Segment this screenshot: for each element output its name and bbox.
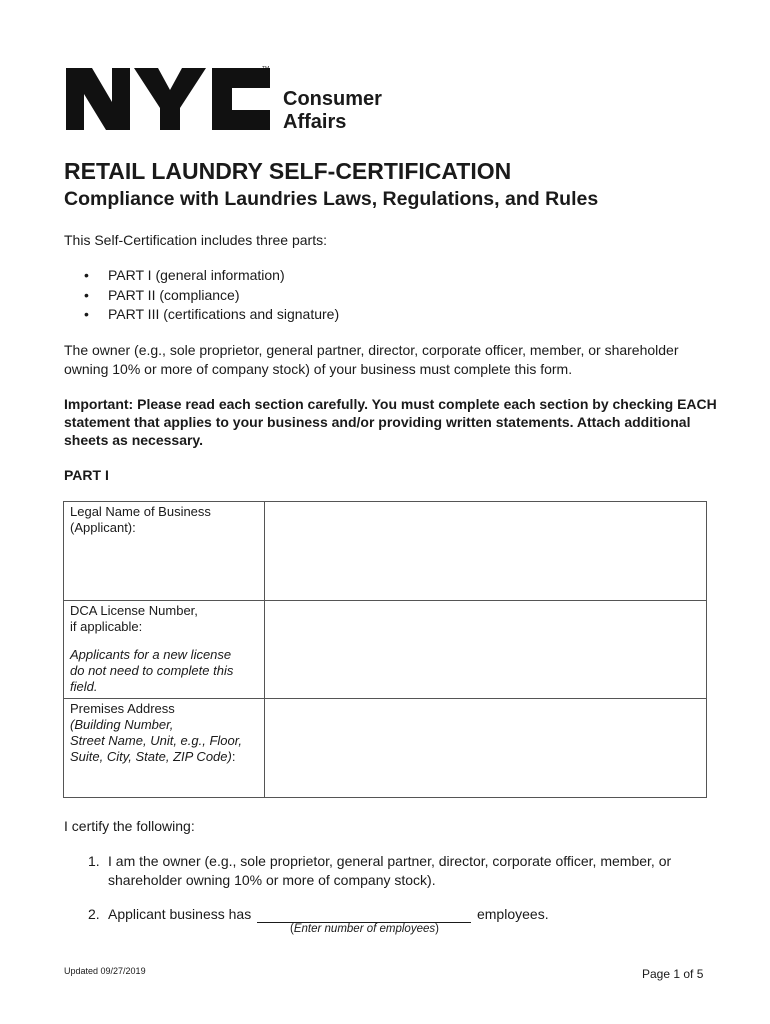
legal-name-input[interactable] [265, 502, 706, 599]
important-notice: Important: Please read each section carefully. You must complete each section by checking EACH statement that applies to your business and/or providing written statements. Attach additional sheets as necessary. [64, 396, 717, 448]
license-number-label [64, 601, 265, 699]
agency-line-2: Affairs [283, 111, 347, 133]
hint-paren: ) [435, 923, 439, 935]
bullet-icon: • [84, 286, 89, 303]
legal-name-cell [265, 502, 707, 601]
premises-address-cell [265, 699, 707, 798]
premises-address-input[interactable] [265, 699, 706, 796]
agency-line-1: Consumer [283, 88, 382, 110]
license-label-line: if applicable: [70, 619, 143, 634]
statement-number: 1. [88, 853, 100, 869]
svg-text:TM: TM [262, 66, 270, 72]
table-row [64, 502, 707, 601]
form-title: RETAIL LAUNDRY SELF-CERTIFICATION [64, 158, 512, 184]
bullet-icon: • [84, 267, 89, 283]
table-row [64, 601, 707, 699]
list-item [84, 266, 339, 286]
license-note-line: field. [70, 679, 98, 694]
employee-count-hint [290, 923, 439, 935]
license-note-line: Applicants for a new license [70, 647, 232, 662]
statement-text [108, 905, 708, 924]
legal-name-label-line: Legal Name of Business [70, 504, 211, 519]
certify-intro: I certify the following: [64, 818, 195, 834]
statement-number: 2. [88, 906, 100, 922]
statement-1 [88, 852, 708, 889]
table-row [64, 699, 707, 798]
list-item [84, 305, 339, 325]
intro-text: This Self-Certification includes three parts: [64, 232, 327, 248]
statement-text-after: employees. [476, 906, 549, 922]
part-heading: PART I [64, 467, 109, 483]
list-item-label: PART I (general information) [108, 267, 285, 283]
address-label-line: (Building Number, [70, 717, 174, 732]
owner-instructions: The owner (e.g., sole proprietor, general partner, director, corporate officer, member, or shareholder owning 10% or more of company stock) of your business must complete this form. [64, 342, 679, 377]
hint-text: Enter number of employees [293, 923, 436, 935]
license-note-line: do not need to complete this [70, 663, 234, 678]
agency-name [283, 88, 382, 134]
form-subtitle: Compliance with Laundries Laws, Regulations, and Rules [64, 188, 599, 210]
address-label-line: Suite, City, State, ZIP Code) [70, 749, 232, 764]
legal-name-label-line: (Applicant): [70, 520, 136, 535]
list-item-label: PART II (compliance) [108, 286, 240, 303]
parts-list [84, 266, 339, 325]
part-one-table [63, 501, 707, 798]
license-label-line: DCA License Number, [70, 603, 198, 618]
statement-2 [88, 905, 708, 924]
list-item-label: PART III (certifications and signature) [108, 306, 340, 322]
address-colon: : [231, 749, 236, 764]
address-label-line: Premises Address [70, 701, 175, 716]
bullet-icon: • [84, 306, 89, 322]
statement-text-before: Applicant business has [108, 906, 252, 922]
address-label-line: Street Name, Unit, e.g., Floor, [70, 733, 242, 748]
employee-count-input[interactable] [257, 908, 471, 923]
license-number-input[interactable] [265, 601, 706, 697]
page-number: Page 1 of 5 [642, 967, 704, 981]
nyc-logo [64, 64, 274, 134]
list-item [84, 286, 339, 306]
legal-name-label [64, 502, 265, 601]
premises-address-label [64, 699, 265, 798]
updated-date: Updated 09/27/2019 [64, 966, 146, 976]
license-note [70, 647, 258, 695]
license-number-cell [265, 601, 707, 699]
hint-paren: ( [290, 923, 294, 935]
statement-text: I am the owner (e.g., sole proprietor, general partner, director, corporate officer, member, or shareholder owning 10% or more of company stock). [108, 853, 672, 888]
